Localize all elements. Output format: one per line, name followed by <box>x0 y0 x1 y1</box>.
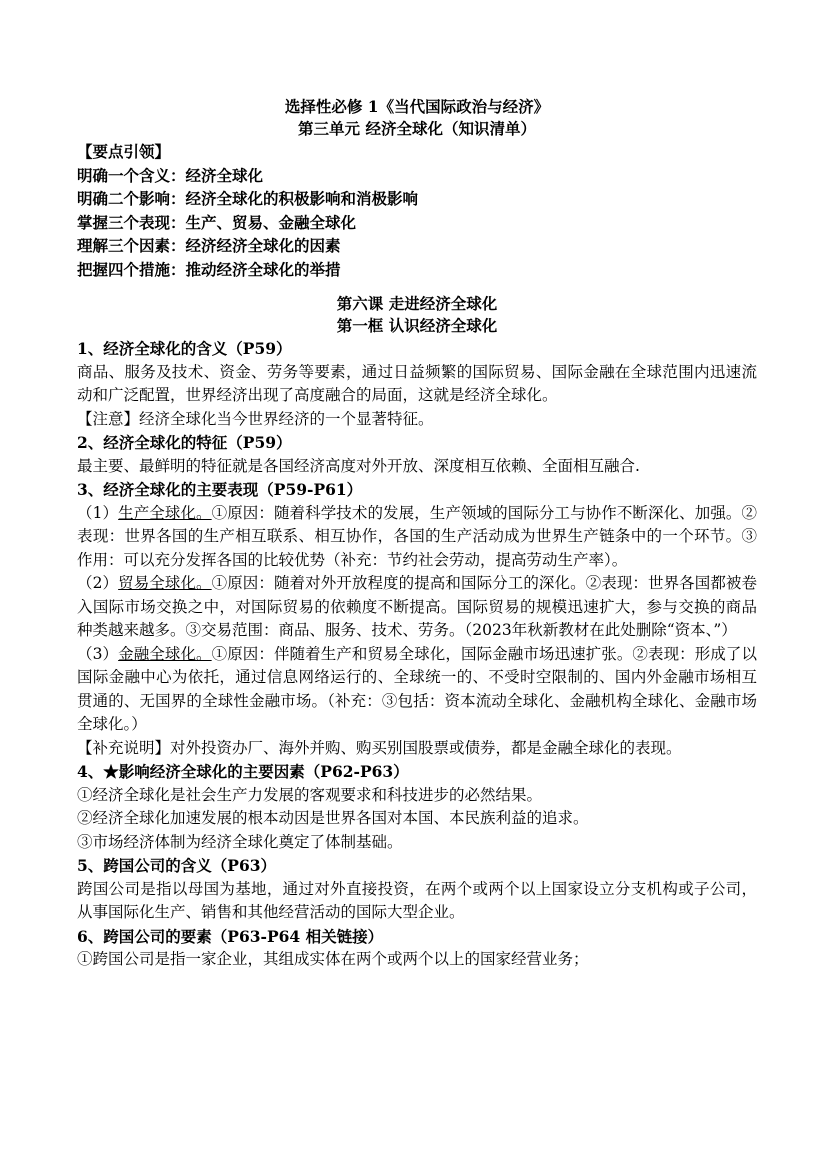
item-title: 贸易全球化。 <box>118 574 212 592</box>
item-body: ①原因：随着对外开放程度的提高和国际分工的深化。②表现：世界各国都被卷入国际市场交换之中，对国际贸易的依赖度不断提高。国际贸易的规模迅速扩大，参与交换的商品种类越来越多。③交易范围：商品、服务、技术、劳务。（2023年秋新教材在此处删除“资本、”） <box>77 574 757 639</box>
item-body: ①原因：伴随着生产和贸易全球化，国际金融市场迅速扩张。②表现：形成了以国际金融中心为依托，通过信息网络运行的、全球统一的、不受时空限制的、国内外金融市场相互贯通的、无国界的全球性金融市场。（补充：③包括：资本流动全球化、金融机构全球化、金融市场全球化。） <box>77 644 757 733</box>
key-point-item: 把握四个措施：推动经济全球化的举措 <box>77 259 341 279</box>
key-points-header: 【要点引领】 <box>77 142 171 161</box>
section-body: 最主要、最鲜明的特征就是各国经济高度对外开放、深度相互依赖、全面相互融合. <box>77 456 640 475</box>
section-heading: 4、★影响经济全球化的主要因素（P62-P63） <box>77 762 409 781</box>
manifestation-trade <box>77 572 757 643</box>
section-body: 跨国公司是指以母国为基地，通过对外直接投资，在两个或两个以上国家设立分支机构或子公司，从事国际化生产、销售和其他经营活动的国际大型企业。 <box>77 879 757 921</box>
key-point-item: 掌握三个表现：生产、贸易、金融全球化 <box>77 212 357 232</box>
manifestation-finance <box>77 643 757 737</box>
key-point-item: 明确一个含义：经济全球化 <box>77 165 264 185</box>
element-item: ①跨国公司是指一家企业，其组成实体在两个或两个以上的国家经营业务； <box>77 950 589 968</box>
document-title: 选择性必修 1《当代国际政治与经济》 <box>284 97 550 116</box>
item-body: ①原因：随着科学技术的发展，生产领域的国际分工与协作不断深化、加强。②表现：世界各国的生产相互联系、相互协作，各国的生产活动成为世界生产链条中的一个环节。③作用：可以充分发挥各国的比较优势（补充：节约社会劳动，提高劳动生产率）。 <box>77 503 757 569</box>
supplement-note: 【补充说明】对外投资办厂、海外并购、购买别国股票或债券，都是金融全球化的表现。 <box>77 738 682 757</box>
section-body: 商品、服务及技术、资金、劳务等要素，通过日益频繁的国际贸易、国际金融在全球范围内迅速流动和广泛配置，世界经济出现了高度融合的局面，这就是经济全球化。 <box>77 362 757 404</box>
section-heading: 1、经济全球化的含义（P59） <box>77 339 292 358</box>
section-heading: 5、跨国公司的含义（P63） <box>77 856 277 875</box>
factor-item: ①经济全球化是社会生产力发展的客观要求和科技进步的必然结果。 <box>77 785 543 804</box>
item-prefix: （2） <box>77 574 119 592</box>
section-heading: 3、经济全球化的主要表现（P59-P61） <box>77 480 363 499</box>
key-point-item: 明确二个影响：经济全球化的积极影响和消极影响 <box>77 189 419 208</box>
manifestation-production <box>77 502 757 573</box>
lesson-subtitle: 第一框 认识经济全球化 <box>336 316 498 335</box>
section-heading: 2、经济全球化的特征（P59） <box>77 433 292 452</box>
unit-title: 第三单元 经济全球化（知识清单） <box>298 119 536 138</box>
factor-item: ③市场经济体制为经济全球化奠定了体制基础。 <box>77 832 403 851</box>
item-title: 生产全球化。 <box>118 503 212 522</box>
item-prefix: （1） <box>77 503 119 522</box>
lesson-title: 第六课 走进经济全球化 <box>336 294 498 313</box>
item-prefix: （3） <box>77 644 119 663</box>
section-heading: 6、跨国公司的要素（P63-P64 相关链接） <box>77 926 384 946</box>
item-title: 金融全球化。 <box>118 644 212 663</box>
section-note: 【注意】经济全球化当今世界经济的一个显著特征。 <box>77 409 434 428</box>
document-page <box>77 96 757 972</box>
key-point-item: 理解三个因素：经济经济全球化的因素 <box>77 236 341 255</box>
factor-item: ②经济全球化加速发展的根本动因是世界各国对本国、本民族利益的追求。 <box>77 809 589 827</box>
